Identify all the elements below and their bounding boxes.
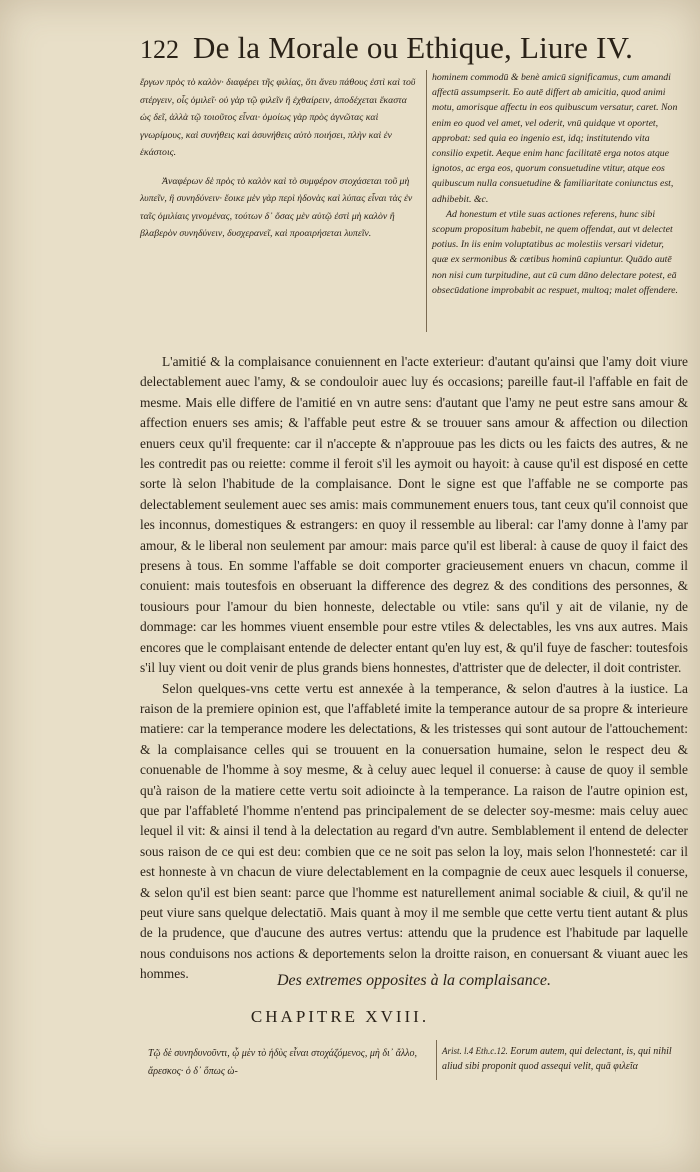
section-title: Des extremes opposites à la complaisance. <box>276 972 551 989</box>
column-divider <box>426 70 427 332</box>
greek-paragraph: Ἀναφέρων δὲ πρὸς τὸ καλὸν καὶ τὸ συμφέρον στοχάσεται τοῦ μὴ λυπεῖν, ἢ συνηδύνειν· ἔοικε μὲν γὰρ περὶ ἡδονὰς καὶ λύπας εἶναι τὰς ἐν ταῖς ὁμιλίαις γινομένας, τούτων δ᾽ ὅσας μὲν αὐτῷ ἐστὶ μὴ καλὸν ἢ βλαβερὸν συνηδύνειν, δυσχερανεῖ, καὶ προαιρήσεται λυπεῖν. <box>140 175 413 239</box>
latin-paragraph: hominem commodū & benè amicū significamus, cum amandi affectū assumpserit. Eo autē differt ab amicitia, quod animi motu, amorisque affectu in eos quibuscum versatur, caret. Non enim eo quod vel amet, vel oderit, vnū quidque vt oportet, approbat: sed quia eo ingenio est, idq; institutendo vita consilio expetit. Aeque enim hanc facilitatē erga notos atque ignotos, ac erga eos, quorum consuetudine vtitur, atque eos quibuscum nulla consuetudine & familiaritate coniunctus est, adhibebit. &c. <box>432 72 678 205</box>
page-header <box>140 30 660 66</box>
greek-column <box>140 74 420 254</box>
bottom-column-divider <box>436 1040 437 1080</box>
chapter-title: CHAPITRE XVIII. <box>250 1007 430 1026</box>
chapter-greek-text: Τῷ δὲ συνηδυνοῦντι, ᾧ μὲν τὸ ἡδὺς εἶναι στοχάζόμενος, μὴ δι᾽ ἄλλο, ἄρεσκος· ὁ δ᾽ ὅπως ὠ- <box>148 1048 418 1077</box>
marginal-reference: Arist. l.4 Eth.c.12. <box>442 1046 508 1056</box>
greek-paragraph: ἔργων πρὸς τὸ καλὸν· διαφέρει τῆς φιλίας, ὅτι ἄνευ πάθους ἐστὶ καὶ τοῦ στέργειν, οἷς ὁμιλεῖ· οὐ γὰρ τῷ φιλεῖν ἢ ἐχθαίρειν, ἀποδέχεται ἕκαστα ὡς δεῖ, ἀλλὰ τῷ τοιοῦτος εἶναι· ὁμοίως γὰρ πρὸς ἀγνῶτας καὶ γνωρίμους, καὶ συνήθεις καὶ ἀσυνήθεις αὐτὸ ποιήσει, πλὴν καὶ ἐν ἑκάστοις. <box>140 77 416 158</box>
main-french-text <box>140 352 688 985</box>
latin-paragraph: Ad honestum et vtile suas actiones referens, hunc sibi scopum propositum habebit, ne quem offendat, aut vt delectet potius. In iis enim voluptatibus ac molestiis versari videtur, quæ ex sermonibus & cœtibus hominū capiuntur. Quādo autē non nisi cum turpitudine, aut cū cum dāno delectare potest, eā obsecūdatione improbabit ac respuet, multoq; malet offendere. <box>432 208 678 296</box>
running-title: De la Morale ou Ethique, Liure IV. <box>193 30 634 65</box>
latin-column <box>432 70 682 298</box>
main-paragraph: Selon quelques-vns cette vertu est annexée à la temperance, & selon d'autres à la iustice. La raison de la premiere opinion est, que l'affableté imite la temperance autour de sa propre & interieure matiere: car la temperance modere les delectations, & les tristesses qui sont autour de l'attouchement: & la complaisance celles qui se trouuent en la conuersation humaine, selon le respect deu & conuenable de l'homme à soy mesme, & à celuy auec lequel il conuerse: à cause de quoy il semble qu'à raison de la matiere cette vertu soit adioincte à la temperance. La raison de l'autre opinion est, que par l'affableté l'homme n'entend pas principalement de se delecter soy-mesme: mais celuy auec lequel il vit: & ainsi il tend à la delectation au regard d'vn autre. Semblablement il entend de delecter sous raison de ce qui est deu: combien que ce ne soit pas selon la loy, mais selon l'honnesteté: car il est honneste à vn chacun de viure delectablement en la compagnie de ceux auec lesquels il conuerse, & selon qu'il est bien seant: parce que l'homme est naturellement animal sociable & ciuil, & qu'il ne peut viure sans quelque delectatiō. Mais quant à moy il me semble que cette vertu tient autant & plus de la prudence, que d'aucune des autres vertus: attendu que la prudence est l'habitude par laquelle nous conduisons nos actions & deportements selon la droitte raison, en conuersant & viuant auec les hommes. <box>140 680 688 982</box>
chapter-latin-text <box>442 1044 692 1074</box>
chapter-latin-body: Eorum autem, qui delectant, is, qui nihil aliud sibi proponit quod assequi velit, quā φιλεῖα <box>442 1046 672 1072</box>
main-paragraph: L'amitié & la complaisance conuiennent en l'acte exterieur: d'autant qu'ainsi que l'amy doit viure delectablement auec l'amy, & se condouloir auec luy és occasions; pareille faut-il l'affable en fait de mesme. Mais elle differe de l'amitié en vn autre sens: d'autant que l'amy ne peut estre sans amour & affection enuers ses amis; & l'affable peut estre & se trouuer sans amour & affection ou dilection enuers ceux qu'il frequente: car il n'accepte & n'approuue pas les dicts ou les faicts des autres, & ne les contredit pas ou reiette: comme il feroit s'il les aymoit ou hayoit: à cause qu'il est disposé en cette sorte là selon l'habitude de la complaisance. Dont le signe est que l'affable ne se comporte pas delectablement seulement auec ses amis: mais communement enuers tous, tant ceux qu'il connoist que les inconnus, domestiques & estrangers: en quoy il ressemble au liberal: car l'amy donne à l'amy par amour, & le liberal non seulement par amour: mais parce qu'il est liberal: à cause de quoy il faict des presens à tous. En somme l'affable se doit comporter gracieusement enuers vn chacun, comme il conuient: mais toutesfois en obseruant la difference des degrez & des conditions des personnes, & tousiours pour l'amour du bien honneste, delectable ou vtile: sans qu'il y ait de vilanie, ny de dommage: car les hommes viuent ensemble pour estre vtiles & delectables, les vns aux autres. Mais encores que le complaisant entende de delecter entant qu'en luy est, & qu'il fuye de fascher: toutesfois s'il luy vient ou doit venir de plus grands biens honnestes, d'attrister que de delecter, il doit contrister. <box>140 354 688 676</box>
page-number: 122 <box>140 35 179 64</box>
